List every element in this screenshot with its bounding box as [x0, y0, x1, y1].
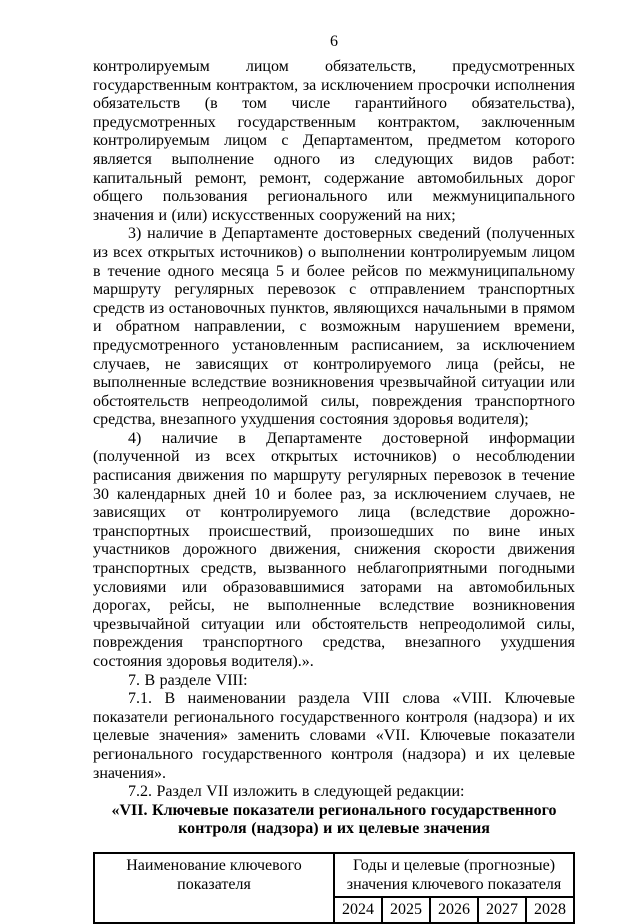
table-header-row	[94, 853, 574, 897]
document-body	[93, 58, 575, 924]
table-year-2028: 2028	[526, 897, 574, 923]
section-heading: «VII. Ключевые показатели регионального государственного контроля (надзора) и их целевые значения	[111, 801, 557, 838]
table-header-indicator-name: Наименование ключевого показателя	[94, 853, 334, 923]
body-paragraph-clause-7-2: 7.2. Раздел VII изложить в следующей редакции:	[128, 783, 465, 801]
body-paragraph-clause-7: 7. В разделе VIII:	[128, 671, 248, 689]
body-paragraph-continuation: контролируемым лицом обязательств, предусмотренных государственным контрактом, за исключением просрочки исполнения обязательств (в том числе гарантийного обязательства), предусмотренных государственным контрактом, заключенным контролируемым лицом с Департаментом, предметом которого является выполнение одного из следующих видов работ: капитальный ремонт, ремонт, содержание автомобильных дорог общего пользования регионального или межмуниципального значения и (или) искусственных сооружений на них;	[93, 58, 575, 224]
body-paragraph-item-4: 4) наличие в Департаменте достоверной информации (полученной из всех открытых источников) о несоблюдении расписания движения по маршруту регулярных перевозок в течение 30 календарных дней 10 и более раз, за исключением случаев, не зависящих от контролируемого лица (вследствие дорожно-транспортных происшествий, произошедших по вине иных участников дорожного движения, снижения скорости движения транспортных средств, вызванного неблагоприятными погодными условиями или образовавшимися заторами на автомобильных дорогах, рейсы, не выполненные вследствие возникновения чрезвычайной ситуации или обстоятельств непреодолимой силы, повреждения транспортного средства, внезапного ухудшения состояния здоровья водителя).».	[93, 429, 575, 670]
key-indicators-table	[93, 852, 575, 924]
page-number: 6	[330, 33, 338, 50]
table-year-2026: 2026	[430, 897, 478, 923]
table-year-2027: 2027	[478, 897, 526, 923]
table-year-2024: 2024	[334, 897, 382, 923]
body-paragraph-item-3: 3) наличие в Департаменте достоверных сведений (полученных из всех открытых источников) о выполнении контролируемым лицом в течение одного месяца 5 и более рейсов по межмуниципальному маршруту регулярных перевозок с отправлением транспортных средств из остановочных пунктов, являющихся начальными в прямом и обратном направлении, с возможным нарушением времени, предусмотренного установленным расписанием, за исключением случаев, не зависящих от контролируемого лица (рейсы, не выполненные вследствие возникновения чрезвычайной ситуации или обстоятельств непреодолимой силы, повреждения транспортного средства, внезапного ухудшения состояния здоровья водителя);	[93, 225, 575, 429]
table-year-2025: 2025	[382, 897, 430, 923]
table-header-years-values: Годы и целевые (прогнозные) значения ключевого показателя	[334, 853, 574, 897]
body-paragraph-clause-7-1: 7.1. В наименовании раздела VIII слова «VIII. Ключевые показатели регионального государственного контроля (надзора) и их целевые значения» заменить словами «VII. Ключевые показатели регионального государственного контроля (надзора) и их целевые значения».	[93, 690, 575, 782]
